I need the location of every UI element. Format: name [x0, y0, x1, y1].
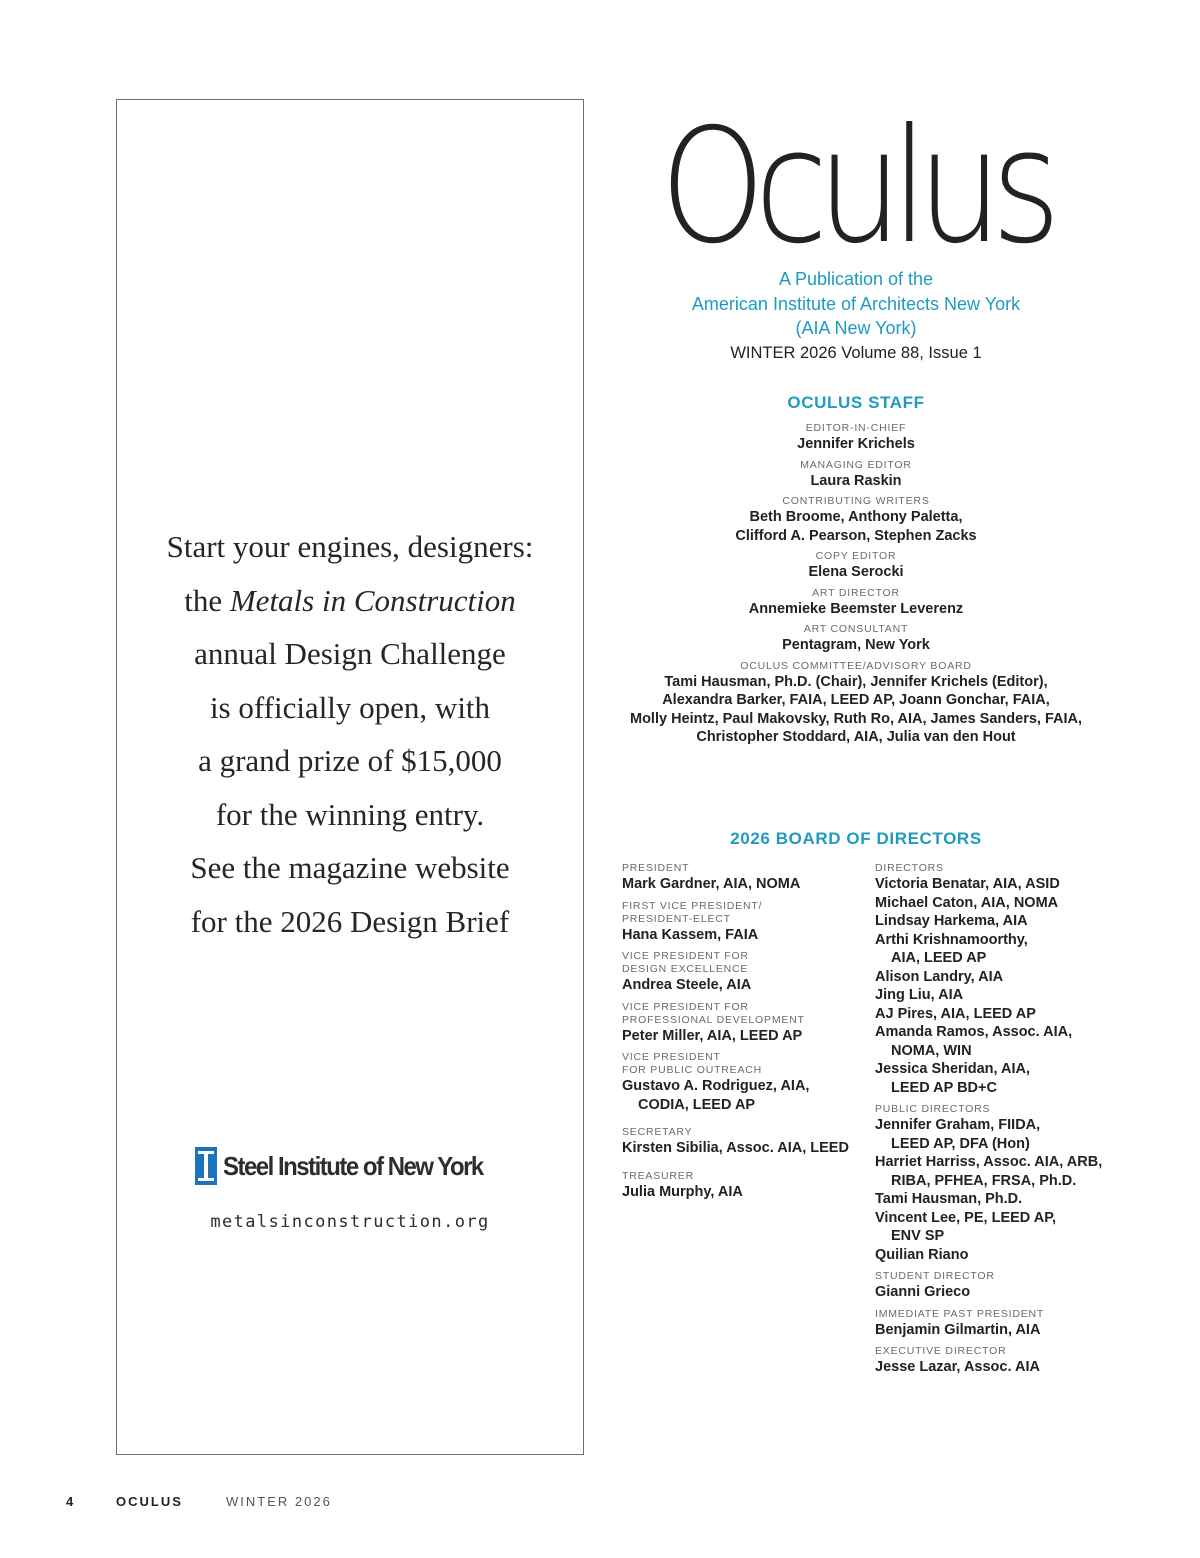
board-name: Peter Miller, AIA, LEED AP	[622, 1027, 803, 1044]
board-name: Jennifer Graham, FIIDA,	[875, 1117, 1041, 1133]
footer-issue: WINTER 2026	[226, 1494, 332, 1509]
pub-line-2: American Institute of Architects New York	[691, 293, 1021, 314]
staff-name: Clifford A. Pearson, Stephen Zacks	[735, 527, 977, 544]
board-name: NOMA, WIN	[891, 1042, 972, 1059]
staff-name: Tami Hausman, Ph.D. (Chair), Jennifer Krichels (Editor),	[664, 673, 1048, 690]
ad-url: metalsinconstruction.org	[210, 1212, 490, 1232]
ad-title-italic: Metals in Construction	[229, 582, 516, 618]
ad-line-prefix: the	[184, 582, 230, 618]
board-role: IMMEDIATE PAST PRESIDENT	[875, 1307, 1045, 1320]
board-name: Quilian Riano	[875, 1246, 969, 1263]
wordmark-text: Oculus	[660, 105, 1052, 255]
board-name: Gustavo A. Rodriguez, AIA,	[622, 1078, 810, 1094]
board-role-part: PROFESSIONAL DEVELOPMENT	[622, 1013, 805, 1026]
advertisement-box	[116, 99, 584, 1455]
staff-name: Annemieke Beemster Leverenz	[748, 600, 964, 617]
board-role-part: FOR PUBLIC OUTREACH	[622, 1064, 763, 1076]
board-name: Kirsten Sibilia, Assoc. AIA, LEED	[622, 1140, 849, 1156]
board-name: Jesse Lazar, Assoc. AIA	[875, 1359, 1040, 1375]
board-name: Alison Landry, AIA	[875, 968, 1004, 985]
board-role: TREASURER	[622, 1169, 694, 1182]
staff-name: Alexandra Barker, FAIA, LEED AP, Joann Gonchar, FAIA,	[662, 692, 1050, 708]
board-name: Victoria Benatar, AIA, ASID	[875, 876, 1060, 892]
logo-name: Steel Institute of New York	[223, 1150, 483, 1181]
board-name: Benjamin Gilmartin, AIA	[875, 1321, 1041, 1338]
board-name: Hana Kassem, FAIA	[622, 926, 759, 943]
board-name: ENV SP	[891, 1228, 945, 1244]
steel-institute-logo	[195, 1146, 505, 1186]
board-heading: 2026 BOARD OF DIRECTORS	[730, 829, 982, 848]
ad-line: for the winning entry.	[215, 796, 485, 832]
board-name: Michael Caton, AIA, NOMA	[875, 894, 1059, 911]
board-name: Mark Gardner, AIA, NOMA	[622, 876, 801, 892]
board-role: PRESIDENT	[622, 862, 690, 874]
board-name: Arthi Krishnamoorthy,	[875, 931, 1028, 948]
staff-role: ART CONSULTANT	[803, 623, 909, 635]
board-role	[622, 900, 862, 926]
ad-line: is officially open, with	[209, 689, 491, 725]
board-role: DIRECTORS	[875, 862, 944, 874]
page-footer	[0, 1494, 1200, 1512]
pub-line-1: A Publication of the	[778, 269, 934, 289]
staff-name: Laura Raskin	[810, 472, 902, 489]
board-name: AJ Pires, AIA, LEED AP	[875, 1005, 1036, 1022]
staff-list	[600, 422, 1112, 747]
staff-name: Jennifer Krichels	[797, 436, 915, 452]
staff-name: Beth Broome, Anthony Paletta,	[749, 509, 963, 525]
board-name: CODIA, LEED AP	[638, 1096, 756, 1113]
board-name: Andrea Steele, AIA	[622, 977, 752, 993]
board-role: EXECUTIVE DIRECTOR	[875, 1345, 1007, 1357]
board-role: SECRETARY	[622, 1126, 693, 1138]
ad-line: for the 2026 Design Brief	[190, 903, 510, 939]
board-column-right	[875, 862, 1115, 1377]
publication-info	[600, 267, 1112, 365]
board-role	[622, 950, 862, 976]
staff-name: Christopher Stoddard, AIA, Julia van den Hout	[696, 729, 1016, 745]
board-role-part: FIRST VICE PRESIDENT/	[622, 899, 763, 912]
board-name: RIBA, PFHEA, FRSA, Ph.D.	[891, 1172, 1077, 1189]
footer-magazine: OCULUS	[116, 1494, 183, 1509]
board-column-left	[622, 862, 862, 1201]
ad-line: See the magazine website	[190, 850, 510, 885]
board-role: STUDENT DIRECTOR	[875, 1270, 995, 1282]
board-name: Jing Liu, AIA	[875, 987, 964, 1003]
board-role-part: VICE PRESIDENT FOR	[622, 950, 749, 962]
board-role	[622, 1051, 862, 1077]
board-name: Julia Murphy, AIA	[622, 1183, 743, 1200]
pub-line-3: (AIA New York)	[795, 318, 917, 338]
ad-line: a grand prize of $15,000	[198, 743, 502, 778]
board-name: AIA, LEED AP	[891, 950, 987, 966]
staff-name: Pentagram, New York	[782, 637, 930, 653]
staff-role: MANAGING EDITOR	[800, 458, 912, 471]
oculus-wordmark	[660, 105, 1060, 255]
staff-role: OCULUS COMMITTEE/ADVISORY BOARD	[740, 659, 972, 672]
board-role-part: DESIGN EXCELLENCE	[622, 963, 749, 975]
board-name: Amanda Ramos, Assoc. AIA,	[875, 1024, 1073, 1040]
board-name: LEED AP BD+C	[891, 1079, 997, 1096]
staff-heading: OCULUS STAFF	[787, 393, 925, 412]
staff-role: ART DIRECTOR	[812, 586, 900, 599]
ad-line: annual Design Challenge	[194, 636, 506, 671]
staff-role: CONTRIBUTING WRITERS	[782, 495, 930, 507]
board-name: Harriet Harriss, Assoc. AIA, ARB,	[875, 1154, 1103, 1170]
ad-line: Start your engines, designers:	[166, 529, 534, 564]
board-role-part: VICE PRESIDENT	[622, 1051, 721, 1063]
board-name: Vincent Lee, PE, LEED AP,	[875, 1209, 1057, 1226]
issue-line: WINTER 2026 Volume 88, Issue 1	[730, 343, 982, 362]
ad-line	[117, 574, 583, 628]
board-name: Jessica Sheridan, AIA,	[875, 1061, 1031, 1077]
staff-role: EDITOR-IN-CHIEF	[805, 422, 907, 434]
board-role	[622, 1001, 862, 1027]
board-name: Tami Hausman, Ph.D.	[875, 1191, 1023, 1207]
board-name: Gianni Grieco	[875, 1284, 971, 1300]
board-name: Lindsay Harkema, AIA	[875, 913, 1028, 929]
staff-role: COPY EDITOR	[815, 550, 897, 562]
board-name: LEED AP, DFA (Hon)	[891, 1135, 1030, 1152]
ad-copy	[117, 520, 583, 948]
board-role-part: PRESIDENT-ELECT	[622, 912, 731, 925]
staff-name: Elena Serocki	[808, 564, 904, 580]
page-number: 4	[66, 1494, 76, 1509]
i-beam-logo-icon	[195, 1147, 217, 1185]
staff-name: Molly Heintz, Paul Makovsky, Ruth Ro, AIA, James Sanders, FAIA,	[629, 710, 1083, 727]
board-role: PUBLIC DIRECTORS	[875, 1103, 991, 1115]
board-role-part: VICE PRESIDENT FOR	[622, 1000, 749, 1013]
